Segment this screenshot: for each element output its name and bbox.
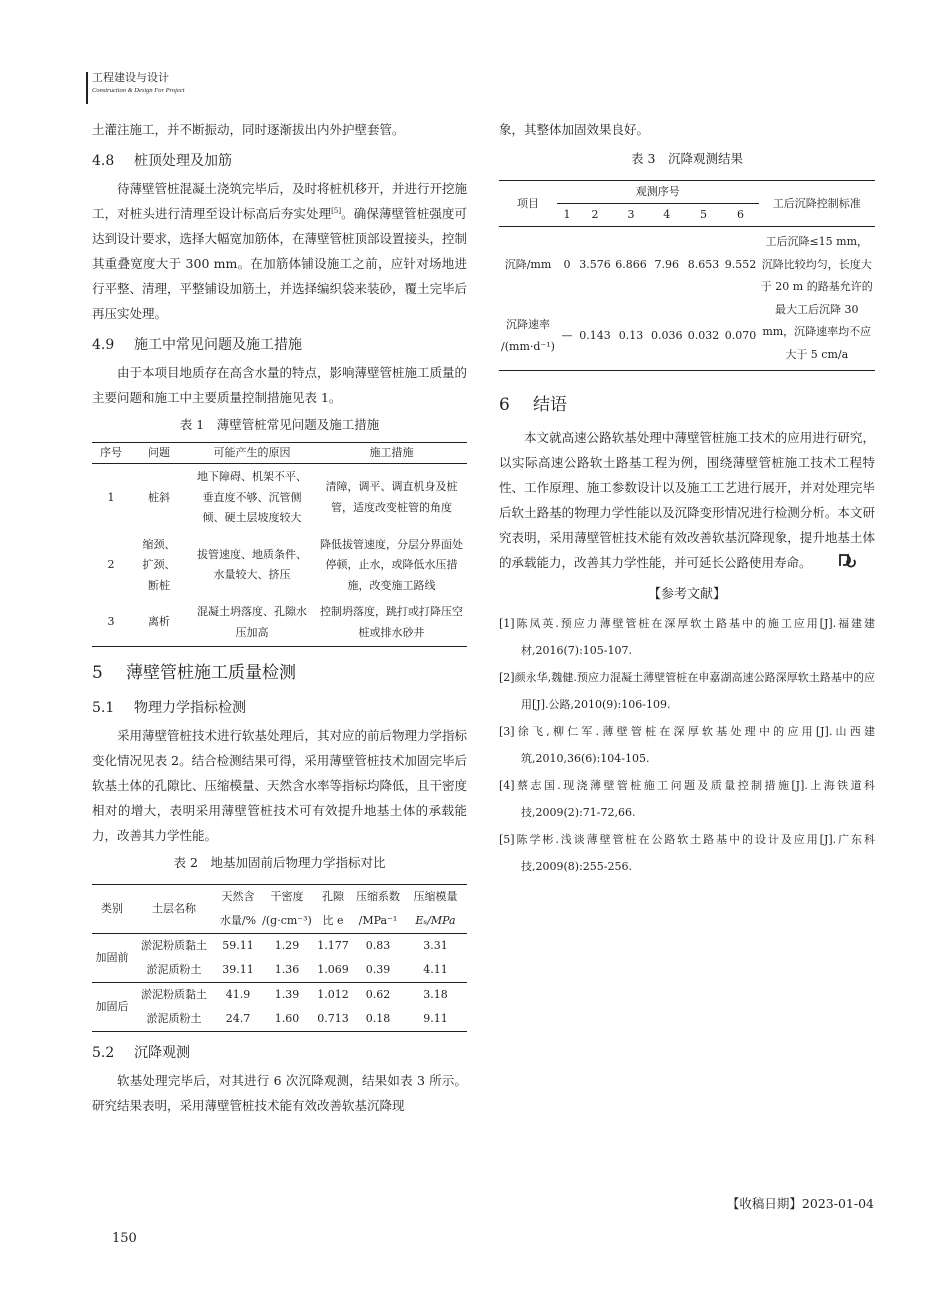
table-cell: 6.866 <box>615 257 647 271</box>
table-cell: 1.60 <box>274 1012 300 1025</box>
table-cell: 淤泥质粉土 <box>146 1012 202 1025</box>
reference-item: [3]徐飞,柳仁军.薄壁管桩在深厚软基处理中的应用[J].山西建筑,2010,36(6):104-105. <box>499 725 875 765</box>
section-number: 6 <box>499 395 510 415</box>
section-number: 5 <box>92 663 103 683</box>
paragraph-continued: 象，其整体加固效果良好。 <box>499 122 650 137</box>
table-cell: 降低拔管速度，分层分界面处停顿，止水，或降低水压措施，改变施工路线 <box>320 537 463 592</box>
table-row <box>92 532 467 600</box>
received-date: 【收稿日期】2023-01-04 <box>726 1196 874 1211</box>
left-column <box>92 117 467 1118</box>
table-cell: 59.11 <box>222 939 254 952</box>
journal-header <box>92 70 185 96</box>
table-header-cell: 3 <box>613 204 649 227</box>
table-cell: 0.143 <box>579 329 611 343</box>
table-cell: 0.39 <box>365 963 391 976</box>
table-cell: — <box>561 329 573 343</box>
table-cell: 工后沉降≤15 mm，沉降比较均匀，长度大于 20 m 的路基允许的最大工后沉降 30 mm，沉降速率均不应大于 5 cm/a <box>760 235 873 361</box>
table-cell: 沉降/mm <box>504 257 552 271</box>
table-header-cell: 工后沉降控制标准 <box>759 181 876 227</box>
section-title: 结语 <box>533 395 567 415</box>
table-header-cell: 比 e <box>314 909 352 934</box>
table-row <box>92 958 467 983</box>
table-header-row <box>499 181 875 204</box>
table-cell: 9.11 <box>423 1012 448 1025</box>
table-cell: 0.713 <box>317 1012 349 1025</box>
table-cell: 拔管速度、地质条件、水量较大、挤压 <box>197 547 307 582</box>
table-cell: 0.13 <box>618 329 644 343</box>
section-title: 桩顶处理及加筋 <box>134 153 232 169</box>
section-number: 5.2 <box>92 1045 115 1061</box>
paragraph-text: 本文就高速公路软基处理中薄壁管桩施工技术的应用进行研究，以实际高速公路软土路基工程为例，围绕薄壁管桩施工技术工程特性、工作原理、施工参数设计以及施工工艺进行展开，并对处理完毕后软土路基的物理力学性能以及沉降变形情况进行检测分析。本文研究表明，采用薄壁管桩技术能有效改善软基沉降现象，提升地基土体的承载能力，改善其力学性能，并可延长公路使用寿命。 <box>499 430 875 570</box>
journal-title-cn: 工程建设与设计 <box>92 71 169 84</box>
table-cell: 0.036 <box>651 329 683 343</box>
section-6-heading <box>499 385 875 425</box>
table-cell: 7.96 <box>654 257 679 271</box>
table-cell: 桩斜 <box>148 490 170 504</box>
table-row <box>499 227 875 303</box>
table-cell: 0.62 <box>352 983 404 1008</box>
reference-item: [1]陈凤英.预应力薄壁管桩在深厚软土路基中的施工应用[J].福建建材,2016(7):105-107. <box>499 617 875 657</box>
table-header-cell: 1 <box>557 204 577 227</box>
table-header-cell: 类别 <box>92 885 132 934</box>
right-column <box>499 117 875 880</box>
reference-item: [4]蔡志国.现浇薄壁管桩施工问题及质量控制措施[J].上海铁道科技,2009(2):71-72,66. <box>499 779 875 819</box>
table-cell: 41.9 <box>216 983 260 1008</box>
table-cell: 1.069 <box>317 963 349 976</box>
table-cell: 0.070 <box>724 329 757 343</box>
table-cell: 3.576 <box>579 257 611 271</box>
table-header-cell: 孔隙 <box>322 890 344 903</box>
table-cell: 1.36 <box>274 963 300 976</box>
table-cell: 淤泥粉质黏土 <box>141 939 207 952</box>
journal-title-en: Construction & Design For Project <box>92 87 185 94</box>
table-cell: 8.653 <box>687 257 720 271</box>
table-header-cell: 可能产生的原因 <box>188 443 316 464</box>
table-cell: 淤泥质粉土 <box>146 963 202 976</box>
table-2 <box>92 884 467 1032</box>
table-header-cell: /(g·cm⁻³) <box>260 909 314 934</box>
paragraph-text: 待薄壁管桩混凝土浇筑完毕后，及时将桩机移开，并进行开挖施工，对桩头进行清理至设计标高后夯实处理 <box>92 181 468 221</box>
table-header-cell: 4 <box>649 204 685 227</box>
table-header-cell: 水量/% <box>216 909 260 934</box>
table-header-cell: 施工措施 <box>316 443 467 464</box>
table-cell: 1.012 <box>314 983 352 1008</box>
reference-item: [2]颜永华,魏健.预应力混凝土薄壁管桩在申嘉湖高速公路深厚软土路基中的应用[J].公路,2010(9):106-109. <box>499 671 875 711</box>
table-header-cell: 问题 <box>130 443 188 464</box>
table-3 <box>499 180 875 371</box>
table-cell <box>499 303 557 371</box>
table-header-cell: 项目 <box>499 181 557 227</box>
page-number: 150 <box>112 1231 137 1246</box>
table-header-cell: Eₛ/MPa <box>404 909 467 934</box>
table-cell: 清障，调平、调直机身及桩管，适度改变桩管的角度 <box>325 480 458 514</box>
table-cell: 4.11 <box>423 963 448 976</box>
table-cell: 1 <box>107 490 115 504</box>
table-cell: 淤泥粉质黏土 <box>132 983 216 1008</box>
end-mark-icon <box>812 551 857 576</box>
section-4-8-paragraph <box>92 176 467 326</box>
table-header-cell: 干密度 <box>270 890 304 903</box>
table-row <box>92 983 467 1008</box>
table-cell: 混凝土坍落度、孔隙水压加高 <box>197 605 307 639</box>
table-group-label: 加固后 <box>92 983 132 1032</box>
section-number: 4.8 <box>92 153 115 169</box>
section-4-9-paragraph: 由于本项目地质存在高含水量的特点，影响薄壁管桩施工质量的主要问题和施工中主要质量控制措施见表 1。 <box>92 365 468 405</box>
table-cell: 0.83 <box>365 939 391 952</box>
table-cell: 3.31 <box>423 939 448 952</box>
table-3-caption: 表 3 沉降观测结果 <box>631 151 743 166</box>
table-header-row <box>92 443 467 464</box>
table-cell: 离析 <box>148 615 170 629</box>
table-cell: 0.032 <box>687 329 720 343</box>
table-cell: 2 <box>107 558 115 571</box>
references-title: 【参考文献】 <box>647 587 726 602</box>
table-header-cell: /MPa⁻¹ <box>352 909 404 934</box>
table-cell: 39.11 <box>222 963 254 976</box>
row-label-line: 沉降速率 <box>506 317 550 331</box>
table-cell: 1.177 <box>317 939 349 952</box>
table-header-cell: 6 <box>723 204 759 227</box>
table-header-cell: 2 <box>577 204 613 227</box>
table-cell: 1.39 <box>260 983 314 1008</box>
table-cell: 缩颈、扩颈、断桩 <box>142 537 176 592</box>
citation: [5] <box>331 206 342 215</box>
section-title: 沉降观测 <box>134 1045 190 1061</box>
section-number: 5.1 <box>92 700 115 716</box>
section-5-2-paragraph: 软基处理完毕后，对其进行 6 次沉降观测，结果如表 3 所示。研究结果表明，采用薄壁管桩技术能有效改善软基沉降现 <box>92 1073 467 1113</box>
section-title: 施工中常见问题及施工措施 <box>134 337 302 353</box>
table-1-caption: 表 1 薄壁管桩常见问题及施工措施 <box>179 417 380 432</box>
section-5-heading <box>92 653 467 693</box>
table-row <box>92 599 467 647</box>
table-2-caption: 表 2 地基加固前后物理力学指标对比 <box>173 855 386 870</box>
table-cell: 0.18 <box>365 1012 391 1025</box>
header-divider <box>86 72 88 104</box>
table-header-cell: 观测序号 <box>557 181 759 204</box>
section-5-1-heading <box>92 693 467 723</box>
section-number: 4.9 <box>92 337 115 353</box>
table-row <box>92 464 467 532</box>
table-cell: 3 <box>107 615 115 629</box>
table-cell: 9.552 <box>724 257 757 271</box>
section-4-9-heading <box>92 330 467 360</box>
table-group-label: 加固前 <box>95 951 129 964</box>
table-cell: 3.18 <box>404 983 467 1008</box>
section-5-2-heading <box>92 1038 467 1068</box>
table-header-row <box>92 885 467 910</box>
paragraph-text: 。确保薄壁管桩强度可达到设计要求，选择大幅宽加筋体，在薄壁管桩顶部设置接头，控制其重叠宽度大于 300 mm。在加筋体铺设施工之前，应针对场地进行平整、清理，平整铺设加筋土，并选择编织袋来装砂，覆土完毕后再压实处理。 <box>92 206 468 321</box>
table-header-cell: 序号 <box>92 443 130 464</box>
table-header-cell: 压缩系数 <box>356 890 400 903</box>
section-title: 薄壁管桩施工质量检测 <box>126 663 296 683</box>
section-5-1-paragraph: 采用薄壁管桩技术进行软基处理后，其对应的前后物理力学指标变化情况见表 2。结合检测结果可得，采用薄壁管桩技术加固完毕后软基土体的孔隙比、压缩模量、天然含水率等指标均降低，且干密度相对的增大，表明采用薄壁管桩技术可有效提升地基土体的承载能力，改善其力学性能。 <box>92 728 468 843</box>
paragraph-continued: 土灌注施工，并不断振动，同时逐渐拔出内外护壁套管。 <box>92 122 405 137</box>
table-cell: 地下障碍、机架不平、垂直度不够、沉管侧倾、硬土层坡度较大 <box>197 470 307 524</box>
table-cell: 1.29 <box>274 939 300 952</box>
section-4-8-heading <box>92 146 467 176</box>
table-header-cell: 5 <box>685 204 723 227</box>
reference-item: [5]陈学彬.浅谈薄壁管桩在公路软土路基中的设计及应用[J].广东科技,2009(8):255-256. <box>499 833 875 873</box>
table-cell: 控制坍落度，跳打或打降压空桩或排水砂井 <box>320 605 463 639</box>
table-row <box>92 1007 467 1032</box>
section-title: 物理力学指标检测 <box>134 700 246 716</box>
table-1 <box>92 442 467 647</box>
table-header-cell: 土层名称 <box>132 885 216 934</box>
table-cell: 0 <box>563 257 571 271</box>
table-header-cell: 天然含 <box>221 890 255 903</box>
table-cell: 24.7 <box>225 1012 251 1025</box>
row-label-line: /(mm·d⁻¹) <box>501 340 555 354</box>
section-6-paragraph <box>499 425 875 576</box>
table-header-cell: 压缩模量 <box>413 890 458 903</box>
table-row <box>92 934 467 959</box>
